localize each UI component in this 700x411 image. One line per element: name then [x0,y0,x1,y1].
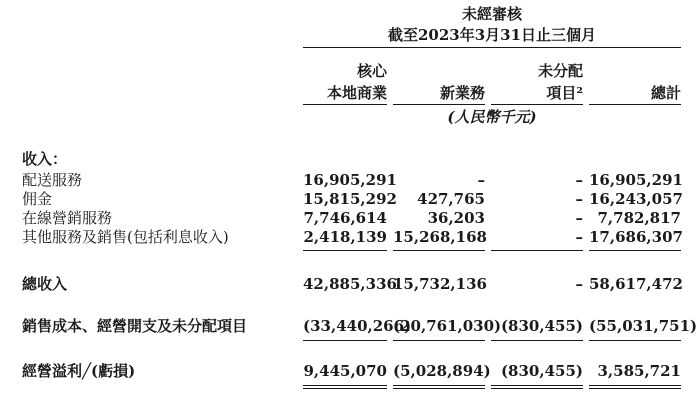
row-value: – [477,171,485,189]
col1-double-rule-bottom [303,388,387,389]
row-label: 配送服務 [22,171,83,189]
row-value: 42,885,336 [303,275,397,293]
col3-double-rule-bottom [491,388,583,389]
period-heading: 截至2023年3月31日止三個月 [387,26,597,44]
row-value: (830,455) [500,362,583,380]
row-value: (5,028,894) [393,362,491,380]
col4-double-rule-bottom [589,388,681,389]
row-value: (20,761,030) [393,317,502,335]
col2-header-underline [393,104,485,105]
row-value: – [575,209,583,227]
row-value: 7,746,614 [303,209,387,227]
row-label: 佣金 [22,190,53,208]
col2-subtotal-rule [393,250,485,251]
revenue-section-label: 收入： [22,150,68,168]
col2-double-rule-bottom [393,388,485,389]
row-value: – [575,190,583,208]
col-header-core-local-line2: 本地商業 [326,84,387,102]
col1-double-rule-top [303,385,387,386]
row-value: 16,905,291 [589,171,683,189]
row-value: 17,686,307 [589,228,683,246]
col4-double-rule-top [589,385,681,386]
col3-subtotal-rule [491,250,583,251]
audit-status: 未經審核 [461,5,522,23]
col3-double-rule-top [491,385,583,386]
row-value: 58,617,472 [589,275,683,293]
col1-subtotal-rule [303,250,387,251]
row-value: (830,455) [500,317,583,335]
col3-costs-rule [491,340,583,341]
row-value: 15,732,136 [393,275,487,293]
row-label: 其他服務及銷售(包括利息收入) [22,228,229,246]
row-value: – [575,171,583,189]
col-header-unallocated-line1: 未分配 [537,62,583,80]
row-value: 427,765 [417,190,485,208]
row-value: 9,445,070 [303,362,387,380]
row-value: 16,905,291 [303,171,397,189]
col-header-unallocated-line2: 項目² [546,84,583,102]
row-value: (55,031,751) [589,317,698,335]
row-value: 15,268,168 [393,228,487,246]
row-value: – [575,275,583,293]
row-value: 7,782,817 [597,209,681,227]
col4-header-underline [589,104,681,105]
col4-subtotal-rule [589,250,681,251]
col2-double-rule-top [393,385,485,386]
row-label: 在線營銷服務 [22,209,113,227]
col3-header-underline [491,104,583,105]
row-value: 15,815,292 [303,190,397,208]
row-label: 銷售成本、經營開支及未分配項目 [22,317,248,335]
col-header-core-local-line1: 核心 [356,62,387,80]
row-value: 3,585,721 [597,362,681,380]
col-header-new-initiatives: 新業務 [439,84,485,102]
row-value: 2,418,139 [303,228,387,246]
row-value: 36,203 [427,209,485,227]
row-label: 總收入 [22,275,68,293]
row-value: (33,440,266) [303,317,412,335]
period-underline [303,47,681,48]
col1-costs-rule [303,340,387,341]
unit-note: (人民幣千元) [447,108,537,126]
row-value: – [575,228,583,246]
row-label: 經營溢利╱(虧損) [22,362,136,380]
row-value: 16,243,057 [589,190,683,208]
col1-header-underline [303,104,387,105]
col-header-total: 總計 [650,84,681,102]
col2-costs-rule [393,340,485,341]
col4-costs-rule [589,340,681,341]
